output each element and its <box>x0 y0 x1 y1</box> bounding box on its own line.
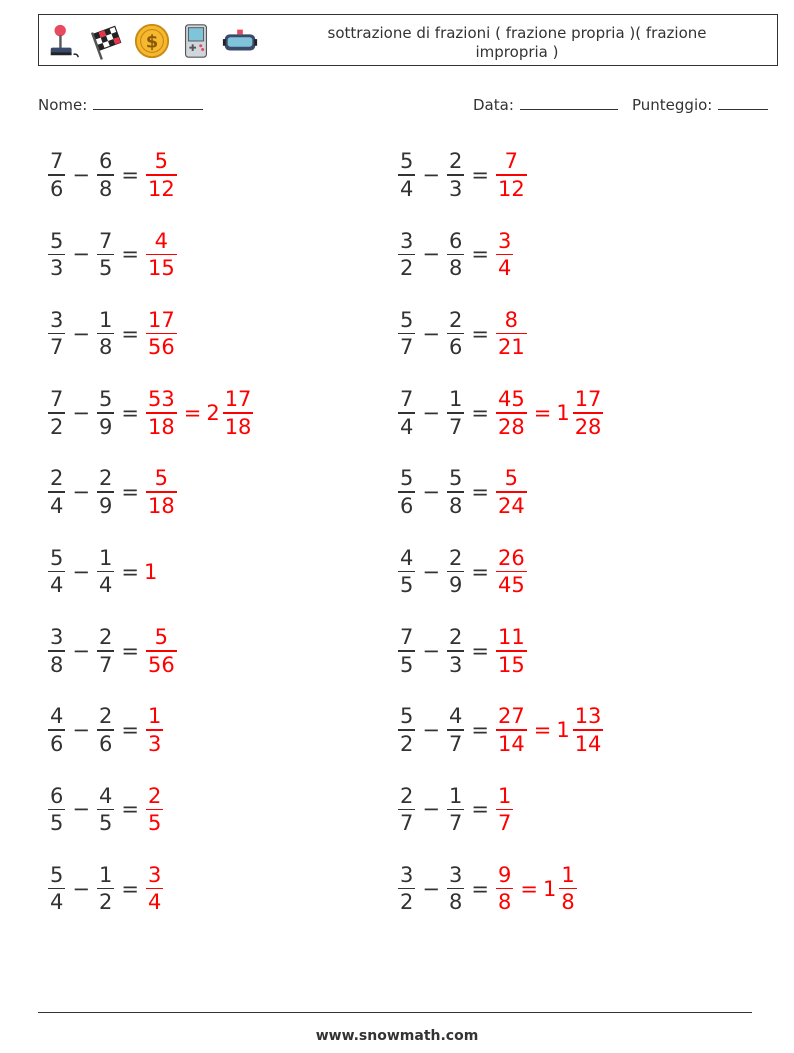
answer-fraction-numerator: 5 <box>154 149 169 174</box>
problem-2 <box>396 145 529 205</box>
problem-8 <box>396 383 605 443</box>
subtrahend-fraction <box>97 228 114 282</box>
subtrahend-fraction-denominator: 6 <box>98 731 113 756</box>
minus-sign: − <box>422 559 440 584</box>
equals-sign: = <box>121 321 139 346</box>
minuend-fraction-denominator: 6 <box>50 176 64 201</box>
minus-sign: − <box>422 718 440 743</box>
equals-sign: = <box>121 638 139 663</box>
answer-whole: 1 <box>143 559 158 584</box>
answer-fraction <box>496 783 513 837</box>
answer-fraction-denominator: 15 <box>497 652 525 677</box>
answer-fraction-denominator: 24 <box>497 493 525 518</box>
vr-headset-icon <box>221 22 259 60</box>
subtrahend-fraction <box>97 465 114 519</box>
subtrahend-fraction-denominator: 6 <box>448 335 463 360</box>
score-field <box>632 93 768 114</box>
answer-fraction <box>496 465 527 519</box>
minuend-fraction <box>398 148 415 202</box>
mixed-fraction-denominator: 8 <box>561 890 575 915</box>
minuend-fraction <box>48 307 65 361</box>
answer-fraction-numerator: 3 <box>497 228 512 253</box>
problem-3 <box>46 224 179 284</box>
minuend-fraction <box>398 386 415 440</box>
subtrahend-fraction-numerator: 1 <box>98 545 113 570</box>
subtrahend-fraction-numerator: 4 <box>98 783 113 808</box>
mixed-fraction-numerator: 1 <box>561 862 575 887</box>
answer-fraction-denominator: 3 <box>147 731 162 756</box>
subtrahend-fraction-denominator: 8 <box>98 335 113 360</box>
mixed-equals-sign: = <box>520 876 538 901</box>
subtrahend-fraction-numerator: 2 <box>448 545 463 570</box>
minuend-fraction-numerator: 5 <box>400 307 414 332</box>
subtrahend-fraction-denominator: 7 <box>448 811 463 836</box>
subtrahend-fraction-denominator: 5 <box>98 811 113 836</box>
answer-fraction <box>496 624 527 678</box>
minus-sign: − <box>72 321 90 346</box>
minuend-fraction <box>48 228 65 282</box>
minuend-fraction-numerator: 5 <box>400 466 414 491</box>
subtrahend-fraction <box>447 228 464 282</box>
minuend-fraction-numerator: 5 <box>400 704 414 729</box>
mixed-equals-sign: = <box>183 400 202 425</box>
svg-text:$: $ <box>145 31 159 53</box>
answer-fraction-numerator: 53 <box>147 387 175 412</box>
equals-sign: = <box>471 242 489 267</box>
mixed-whole: 1 <box>556 400 570 425</box>
answer-fraction-denominator: 15 <box>147 256 175 281</box>
equals-sign: = <box>471 321 489 346</box>
answer-fraction <box>146 228 177 282</box>
minuend-fraction-denominator: 5 <box>400 573 414 598</box>
minuend-fraction-denominator: 4 <box>50 573 64 598</box>
subtrahend-fraction-numerator: 1 <box>448 783 463 808</box>
mixed-whole: 1 <box>556 718 570 743</box>
minuend-fraction-denominator: 7 <box>400 335 414 360</box>
problem-1 <box>46 145 179 205</box>
minuend-fraction <box>398 862 415 916</box>
minuend-fraction <box>398 465 415 519</box>
mixed-fraction-numerator: 17 <box>574 387 602 412</box>
problem-4 <box>396 224 515 284</box>
subtrahend-fraction-denominator: 3 <box>448 652 463 677</box>
answer-mixed-number <box>206 386 255 440</box>
answer-mixed-number <box>556 703 605 757</box>
minuend-fraction-denominator: 2 <box>400 256 414 281</box>
minus-sign: − <box>72 876 90 901</box>
problem-17 <box>46 779 165 839</box>
subtrahend-fraction-numerator: 2 <box>98 704 113 729</box>
minuend-fraction-denominator: 7 <box>400 811 414 836</box>
subtrahend-fraction-numerator: 2 <box>98 625 113 650</box>
mixed-fraction <box>223 386 254 440</box>
problem-12 <box>396 542 529 602</box>
answer-fraction-denominator: 4 <box>147 890 162 915</box>
problem-7 <box>46 383 255 443</box>
minuend-fraction <box>398 545 415 599</box>
answer-fraction-numerator: 17 <box>147 307 175 332</box>
subtrahend-fraction-numerator: 4 <box>448 704 463 729</box>
answer-fraction-numerator: 1 <box>497 783 512 808</box>
subtrahend-fraction-denominator: 7 <box>448 414 463 439</box>
answer-fraction <box>496 703 527 757</box>
minuend-fraction-denominator: 2 <box>50 414 64 439</box>
answer-fraction <box>496 862 513 916</box>
minuend-fraction <box>48 703 65 757</box>
minus-sign: − <box>422 242 440 267</box>
minuend-fraction <box>48 783 65 837</box>
mixed-equals-sign: = <box>533 400 552 425</box>
subtrahend-fraction <box>97 307 114 361</box>
answer-fraction-numerator: 27 <box>497 704 525 729</box>
minus-sign: − <box>72 242 90 267</box>
answer-fraction-numerator: 9 <box>497 862 512 887</box>
problem-19 <box>46 859 165 919</box>
minuend-fraction <box>398 228 415 282</box>
equals-sign: = <box>121 876 139 901</box>
subtrahend-fraction-denominator: 9 <box>448 573 463 598</box>
minuend-fraction-numerator: 2 <box>50 466 64 491</box>
answer-fraction-numerator: 5 <box>154 625 169 650</box>
mixed-whole: 1 <box>542 876 557 901</box>
equals-sign: = <box>471 559 489 584</box>
minus-sign: − <box>422 400 440 425</box>
equals-sign: = <box>121 242 139 267</box>
answer-mixed-number <box>556 386 605 440</box>
dollar-coin-icon <box>133 22 171 60</box>
minus-sign: − <box>72 559 90 584</box>
racing-flag-icon <box>89 22 127 60</box>
subtrahend-fraction-denominator: 8 <box>448 493 463 518</box>
header-icons <box>45 22 259 60</box>
answer-fraction-numerator: 7 <box>504 149 519 174</box>
answer-fraction-numerator: 26 <box>497 545 525 570</box>
subtrahend-fraction <box>447 624 464 678</box>
minuend-fraction <box>398 703 415 757</box>
subtrahend-fraction-numerator: 1 <box>98 862 113 887</box>
equals-sign: = <box>121 480 139 505</box>
answer-fraction <box>146 465 177 519</box>
minuend-fraction-numerator: 5 <box>50 862 64 887</box>
subtrahend-fraction-numerator: 6 <box>98 149 113 174</box>
score-line[interactable] <box>718 93 768 110</box>
subtrahend-fraction-denominator: 7 <box>98 652 113 677</box>
minuend-fraction-numerator: 7 <box>50 149 64 174</box>
subtrahend-fraction-denominator: 8 <box>448 890 463 915</box>
problem-9 <box>46 462 179 522</box>
mixed-fraction-numerator: 13 <box>574 704 602 729</box>
problem-5 <box>46 304 179 364</box>
minuend-fraction-denominator: 4 <box>400 176 414 201</box>
equals-sign: = <box>121 163 139 187</box>
answer-fraction <box>146 307 177 361</box>
answer-mixed-number <box>543 862 579 916</box>
answer-fraction <box>496 307 527 361</box>
problem-13 <box>46 621 179 681</box>
subtrahend-fraction-numerator: 5 <box>98 387 113 412</box>
subtrahend-fraction <box>97 545 114 599</box>
equals-sign: = <box>471 400 489 425</box>
minus-sign: − <box>72 718 90 743</box>
minuend-fraction-denominator: 3 <box>50 256 64 281</box>
answer-fraction-numerator: 1 <box>147 704 162 729</box>
worksheet-title: sottrazione di frazioni ( frazione propria )( frazione impropria ) <box>327 24 707 61</box>
minus-sign: − <box>422 876 440 901</box>
answer-fraction-numerator: 8 <box>504 307 519 332</box>
minuend-fraction <box>48 862 65 916</box>
minuend-fraction <box>48 624 65 678</box>
answer-fraction <box>146 148 177 202</box>
mixed-equals-sign: = <box>533 718 552 743</box>
answer-fraction-denominator: 12 <box>497 176 525 201</box>
problem-11 <box>46 542 157 602</box>
answer-fraction <box>146 703 163 757</box>
answer-fraction <box>146 783 163 837</box>
subtrahend-fraction-numerator: 7 <box>98 228 113 253</box>
subtrahend-fraction <box>97 624 114 678</box>
date-label: Data: <box>473 96 514 114</box>
subtrahend-fraction <box>447 386 464 440</box>
subtrahend-fraction-denominator: 8 <box>448 256 463 281</box>
minuend-fraction-numerator: 3 <box>400 228 414 253</box>
subtrahend-fraction <box>97 703 114 757</box>
answer-fraction-denominator: 8 <box>497 890 512 915</box>
answer-fraction-denominator: 56 <box>147 335 175 360</box>
minuend-fraction-denominator: 5 <box>50 811 64 836</box>
minuend-fraction-numerator: 7 <box>400 625 414 650</box>
minuend-fraction-denominator: 7 <box>50 335 64 360</box>
answer-fraction-denominator: 28 <box>497 414 525 439</box>
answer-fraction-numerator: 5 <box>154 466 169 491</box>
answer-fraction-denominator: 7 <box>497 811 512 836</box>
minuend-fraction <box>398 307 415 361</box>
answer-fraction <box>146 862 163 916</box>
subtrahend-fraction-numerator: 6 <box>448 228 463 253</box>
equals-sign: = <box>471 718 489 743</box>
subtrahend-fraction <box>447 862 464 916</box>
equals-sign: = <box>471 638 489 663</box>
answer-fraction-denominator: 21 <box>497 335 525 360</box>
minuend-fraction-denominator: 4 <box>50 493 64 518</box>
footer-url: www.snowmath.com <box>315 1028 479 1044</box>
answer-fraction-numerator: 45 <box>497 387 525 412</box>
answer-fraction-numerator: 3 <box>147 862 162 887</box>
subtrahend-fraction <box>97 148 114 202</box>
minuend-fraction-numerator: 7 <box>400 387 414 412</box>
subtrahend-fraction <box>97 386 114 440</box>
minuend-fraction <box>398 624 415 678</box>
subtrahend-fraction-numerator: 2 <box>98 466 113 491</box>
subtrahend-fraction-denominator: 5 <box>98 256 113 281</box>
equals-sign: = <box>121 559 139 584</box>
answer-fraction-denominator: 18 <box>147 414 175 439</box>
mixed-fraction-denominator: 18 <box>224 414 252 439</box>
minus-sign: − <box>72 163 90 187</box>
date-line[interactable] <box>520 93 618 110</box>
minus-sign: − <box>72 638 90 663</box>
header-box <box>38 14 778 66</box>
subtrahend-fraction <box>447 465 464 519</box>
name-field <box>38 93 203 114</box>
minuend-fraction <box>48 545 65 599</box>
answer-fraction <box>146 624 177 678</box>
subtrahend-fraction-denominator: 9 <box>98 493 113 518</box>
subtrahend-fraction-denominator: 4 <box>98 573 113 598</box>
equals-sign: = <box>121 400 139 425</box>
minuend-fraction <box>48 386 65 440</box>
minus-sign: − <box>422 797 440 822</box>
subtrahend-fraction-denominator: 9 <box>98 414 113 439</box>
answer-fraction <box>496 148 527 202</box>
minus-sign: − <box>422 638 440 663</box>
minuend-fraction-denominator: 2 <box>400 890 414 915</box>
minus-sign: − <box>422 480 440 505</box>
equals-sign: = <box>471 797 489 822</box>
joystick-icon <box>45 22 83 60</box>
answer-fraction-denominator: 4 <box>497 256 512 281</box>
subtrahend-fraction <box>97 783 114 837</box>
answer-fraction-denominator: 18 <box>147 493 175 518</box>
minuend-fraction-numerator: 7 <box>50 387 64 412</box>
answer-fraction-numerator: 2 <box>147 783 162 808</box>
subtrahend-fraction <box>447 148 464 202</box>
subtrahend-fraction <box>447 703 464 757</box>
minuend-fraction-numerator: 3 <box>400 862 414 887</box>
minuend-fraction-numerator: 4 <box>400 545 414 570</box>
minuend-fraction-denominator: 5 <box>400 652 414 677</box>
minuend-fraction-numerator: 2 <box>400 783 414 808</box>
answer-fraction <box>496 228 513 282</box>
answer-fraction-denominator: 56 <box>147 652 175 677</box>
subtrahend-fraction-numerator: 1 <box>98 307 113 332</box>
subtrahend-fraction-numerator: 3 <box>448 862 463 887</box>
subtrahend-fraction-numerator: 5 <box>448 466 463 491</box>
subtrahend-fraction-numerator: 2 <box>448 625 463 650</box>
minuend-fraction-numerator: 5 <box>400 149 414 174</box>
score-label: Punteggio: <box>632 96 713 114</box>
minus-sign: − <box>422 321 440 346</box>
answer-fraction-denominator: 12 <box>147 176 175 201</box>
mixed-fraction <box>573 703 604 757</box>
minuend-fraction-denominator: 2 <box>400 731 414 756</box>
minuend-fraction <box>48 148 65 202</box>
subtrahend-fraction-denominator: 3 <box>448 176 463 201</box>
footer-divider <box>38 1012 752 1013</box>
mixed-fraction <box>559 862 576 916</box>
minuend-fraction <box>48 465 65 519</box>
minuend-fraction-denominator: 4 <box>50 890 64 915</box>
subtrahend-fraction <box>447 783 464 837</box>
equals-sign: = <box>471 876 489 901</box>
handheld-console-icon <box>177 22 215 60</box>
subtrahend-fraction <box>447 545 464 599</box>
name-line[interactable] <box>93 93 203 110</box>
answer-fraction-denominator: 45 <box>497 573 525 598</box>
subtrahend-fraction-numerator: 2 <box>448 149 463 174</box>
problem-18 <box>396 779 515 839</box>
date-field <box>473 93 618 114</box>
minuend-fraction-numerator: 6 <box>50 783 64 808</box>
minuend-fraction-numerator: 5 <box>50 545 64 570</box>
minus-sign: − <box>422 163 440 187</box>
name-label: Nome: <box>38 96 88 114</box>
minuend-fraction-denominator: 4 <box>400 414 414 439</box>
answer-fraction-numerator: 4 <box>154 228 169 253</box>
minuend-fraction <box>398 783 415 837</box>
problem-15 <box>46 700 165 760</box>
minuend-fraction-numerator: 4 <box>50 704 64 729</box>
problem-16 <box>396 700 605 760</box>
subtrahend-fraction-denominator: 7 <box>448 731 463 756</box>
subtrahend-fraction-denominator: 2 <box>98 890 113 915</box>
minuend-fraction-numerator: 3 <box>50 625 64 650</box>
minuend-fraction-numerator: 3 <box>50 307 64 332</box>
minuend-fraction-numerator: 5 <box>50 228 64 253</box>
problem-6 <box>396 304 529 364</box>
subtrahend-fraction <box>447 307 464 361</box>
mixed-fraction-denominator: 14 <box>574 731 602 756</box>
minus-sign: − <box>72 797 90 822</box>
answer-fraction <box>496 386 527 440</box>
equals-sign: = <box>471 163 489 187</box>
answer-fraction-numerator: 5 <box>504 466 519 491</box>
subtrahend-fraction-numerator: 1 <box>448 387 463 412</box>
equals-sign: = <box>121 797 139 822</box>
answer-fraction <box>496 545 527 599</box>
answer-fraction-numerator: 11 <box>497 625 525 650</box>
mixed-fraction-numerator: 17 <box>224 387 252 412</box>
problem-20 <box>396 859 579 919</box>
equals-sign: = <box>121 718 139 743</box>
minuend-fraction-denominator: 6 <box>50 731 64 756</box>
answer-fraction-denominator: 14 <box>497 731 525 756</box>
mixed-whole: 2 <box>206 400 220 425</box>
minuend-fraction-denominator: 6 <box>400 493 414 518</box>
subtrahend-fraction <box>97 862 114 916</box>
problem-14 <box>396 621 529 681</box>
answer-fraction <box>146 386 177 440</box>
answer-fraction-denominator: 5 <box>147 811 162 836</box>
equals-sign: = <box>471 480 489 505</box>
mixed-fraction <box>573 386 604 440</box>
subtrahend-fraction-numerator: 2 <box>448 307 463 332</box>
minus-sign: − <box>72 400 90 425</box>
minuend-fraction-denominator: 8 <box>50 652 64 677</box>
problem-10 <box>396 462 529 522</box>
subtrahend-fraction-denominator: 8 <box>98 176 113 201</box>
mixed-fraction-denominator: 28 <box>574 414 602 439</box>
minus-sign: − <box>72 480 90 505</box>
